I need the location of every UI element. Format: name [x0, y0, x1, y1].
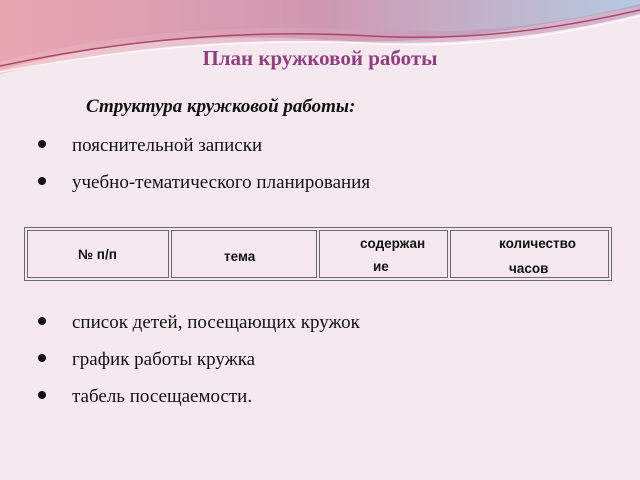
column-header-content-line1: содержан [360, 236, 426, 251]
table-cell-hours [450, 230, 609, 278]
table-cell-content [319, 230, 448, 278]
list-item-text: список детей, посещающих кружок [72, 312, 360, 333]
bullet-dot-icon [38, 354, 46, 362]
slide-title: План кружковой работы [202, 46, 438, 70]
list-item-text: пояснительной записки [72, 135, 263, 156]
list-item [38, 385, 360, 422]
list-item-text: учебно-тематического планирования [72, 172, 371, 193]
table-cell-number [27, 230, 169, 278]
bullet-list-top [38, 134, 370, 208]
bullet-dot-icon [38, 391, 46, 399]
table-cell-topic [171, 230, 317, 278]
list-item [38, 311, 360, 348]
bullet-dot-icon [38, 317, 46, 325]
slide-subtitle: Структура кружковой работы: [86, 96, 356, 117]
column-header-hours-line1: количество [499, 236, 577, 251]
list-item-text: график работы кружка [72, 349, 256, 370]
list-item-text: табель посещаемости. [72, 386, 253, 407]
bullet-dot-icon [38, 140, 46, 148]
bullet-dot-icon [38, 177, 46, 185]
list-item [38, 134, 370, 171]
column-header-content-line2: ие [373, 259, 389, 274]
list-item [38, 171, 370, 208]
column-header-number: № п/п [78, 247, 117, 262]
structure-table [24, 227, 612, 281]
column-header-hours-line2: часов [509, 261, 549, 276]
column-header-topic: тема [224, 249, 256, 264]
list-item [38, 348, 360, 385]
bullet-list-bottom [38, 311, 360, 422]
